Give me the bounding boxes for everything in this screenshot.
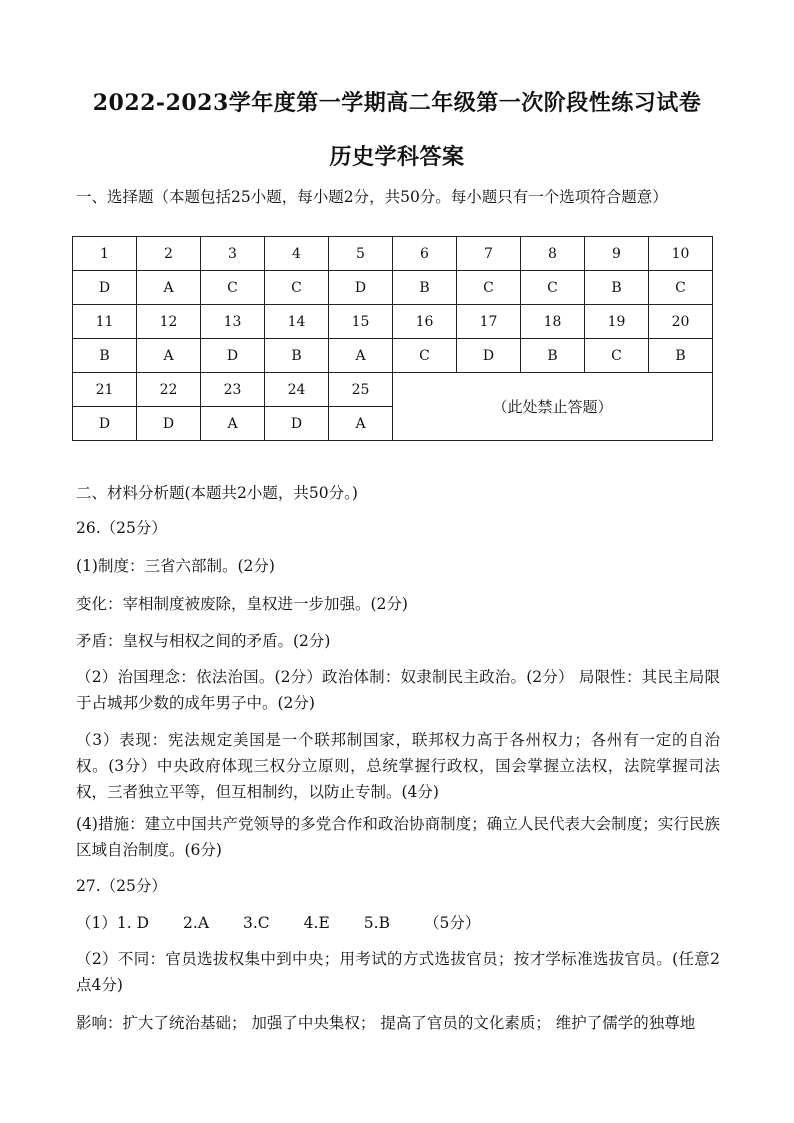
question-number: 15 [329, 305, 393, 339]
table-row [73, 305, 713, 339]
section2-heading: 二、材料分析题(本题共2小题，共50分。) [76, 484, 358, 502]
q27-answer: 4.E [303, 914, 330, 932]
answer-cell: C [585, 339, 649, 373]
answer-cell: B [649, 339, 713, 373]
question-number: 12 [137, 305, 201, 339]
answer-cell: A [201, 407, 265, 441]
question-number: 9 [585, 237, 649, 271]
question-number: 25 [329, 373, 393, 407]
answer-cell: B [73, 339, 137, 373]
answer-cell: D [265, 407, 329, 441]
section1-heading: 一、选择题（本题包括25小题，每小题2分，共50分。每小题只有一个选项符合题意） [76, 188, 668, 206]
answer-cell: C [649, 271, 713, 305]
answer-cell: C [521, 271, 585, 305]
answer-cell: A [329, 339, 393, 373]
answer-cell: B [393, 271, 457, 305]
answer-cell: D [73, 407, 137, 441]
q27-answer: 1. D [116, 914, 150, 932]
answer-cell: B [265, 339, 329, 373]
answer-cell: C [201, 271, 265, 305]
question-number: 13 [201, 305, 265, 339]
question-number: 16 [393, 305, 457, 339]
question-number: 8 [521, 237, 585, 271]
page-title: 2022-2023学年度第一学期高二年级第一次阶段性练习试卷 [92, 90, 702, 116]
question-number: 18 [521, 305, 585, 339]
answer-cell: D [73, 271, 137, 305]
question-number: 1 [73, 237, 137, 271]
answer-cell: C [393, 339, 457, 373]
table-row [73, 271, 713, 305]
question-number: 14 [265, 305, 329, 339]
answer-cell: D [457, 339, 521, 373]
question-number: 17 [457, 305, 521, 339]
question-number: 7 [457, 237, 521, 271]
q27-part2: （2）不同：官员选拔权集中到中央；用考试的方式选拔官员；按才学标准选拔官员。(任意2点4分) [76, 950, 720, 994]
blocked-answer-area: （此处禁止答题） [393, 373, 713, 441]
q27-part1-score: （5分） [423, 914, 481, 932]
answer-cell: D [329, 271, 393, 305]
question-number: 11 [73, 305, 137, 339]
table-row [73, 339, 713, 373]
q27-answer: 5.B [363, 914, 390, 932]
question-number: 4 [265, 237, 329, 271]
q27-impact: 影响：扩大了统治基础； 加强了中央集权； 提高了官员的文化素质； 维护了儒学的独尊地 [76, 1014, 696, 1032]
question-number: 10 [649, 237, 713, 271]
question-number: 24 [265, 373, 329, 407]
question-number: 19 [585, 305, 649, 339]
answer-table [72, 236, 713, 441]
q26-change: 变化：宰相制度被废除，皇权进一步加强。(2分) [76, 595, 408, 613]
question-number: 6 [393, 237, 457, 271]
answer-cell: A [137, 271, 201, 305]
answer-cell: B [521, 339, 585, 373]
question-number: 21 [73, 373, 137, 407]
table-row [73, 237, 713, 271]
q27-part1 [76, 910, 726, 936]
answer-cell: D [201, 339, 265, 373]
question-number: 5 [329, 237, 393, 271]
question-number: 22 [137, 373, 201, 407]
q26-part1: (1)制度：三省六部制。(2分) [76, 557, 275, 575]
q27-answer: 2.A [183, 914, 210, 932]
q26-part3: （3）表现：宪法规定美国是一个联邦制国家，联邦权力高于各州权力；各州有一定的自治权。(3分）中央政府体现三权分立原则，总统掌握行政权，国会掌握立法权，法院掌握司法权，三者独立平等，但互相制约，以防止专制。(4分) [76, 731, 720, 801]
q26-part4: (4)措施：建立中国共产党领导的多党合作和政治协商制度；确立人民代表大会制度；实行民族区域自治制度。(6分) [76, 815, 720, 859]
page-subtitle: 历史学科答案 [329, 144, 465, 170]
question-27-label: 27.（25分） [76, 877, 167, 895]
q26-contradiction: 矛盾：皇权与相权之间的矛盾。(2分) [76, 632, 331, 650]
table-row [73, 373, 713, 407]
answer-cell: D [137, 407, 201, 441]
answer-cell: A [329, 407, 393, 441]
question-number: 2 [137, 237, 201, 271]
question-number: 3 [201, 237, 265, 271]
question-number: 23 [201, 373, 265, 407]
q27-part1-prefix: （1） [76, 914, 117, 932]
q27-answer: 3.C [243, 914, 270, 932]
answer-cell: B [585, 271, 649, 305]
answer-cell: A [137, 339, 201, 373]
answer-cell: C [265, 271, 329, 305]
q26-part2: （2）治国理念：依法治国。(2分）政治体制：奴隶制民主政治。(2分） 局限性：其民主局限于占城邦少数的成年男子中。(2分) [76, 668, 720, 712]
answer-cell: C [457, 271, 521, 305]
question-number: 20 [649, 305, 713, 339]
question-26-label: 26.（25分） [76, 519, 167, 537]
